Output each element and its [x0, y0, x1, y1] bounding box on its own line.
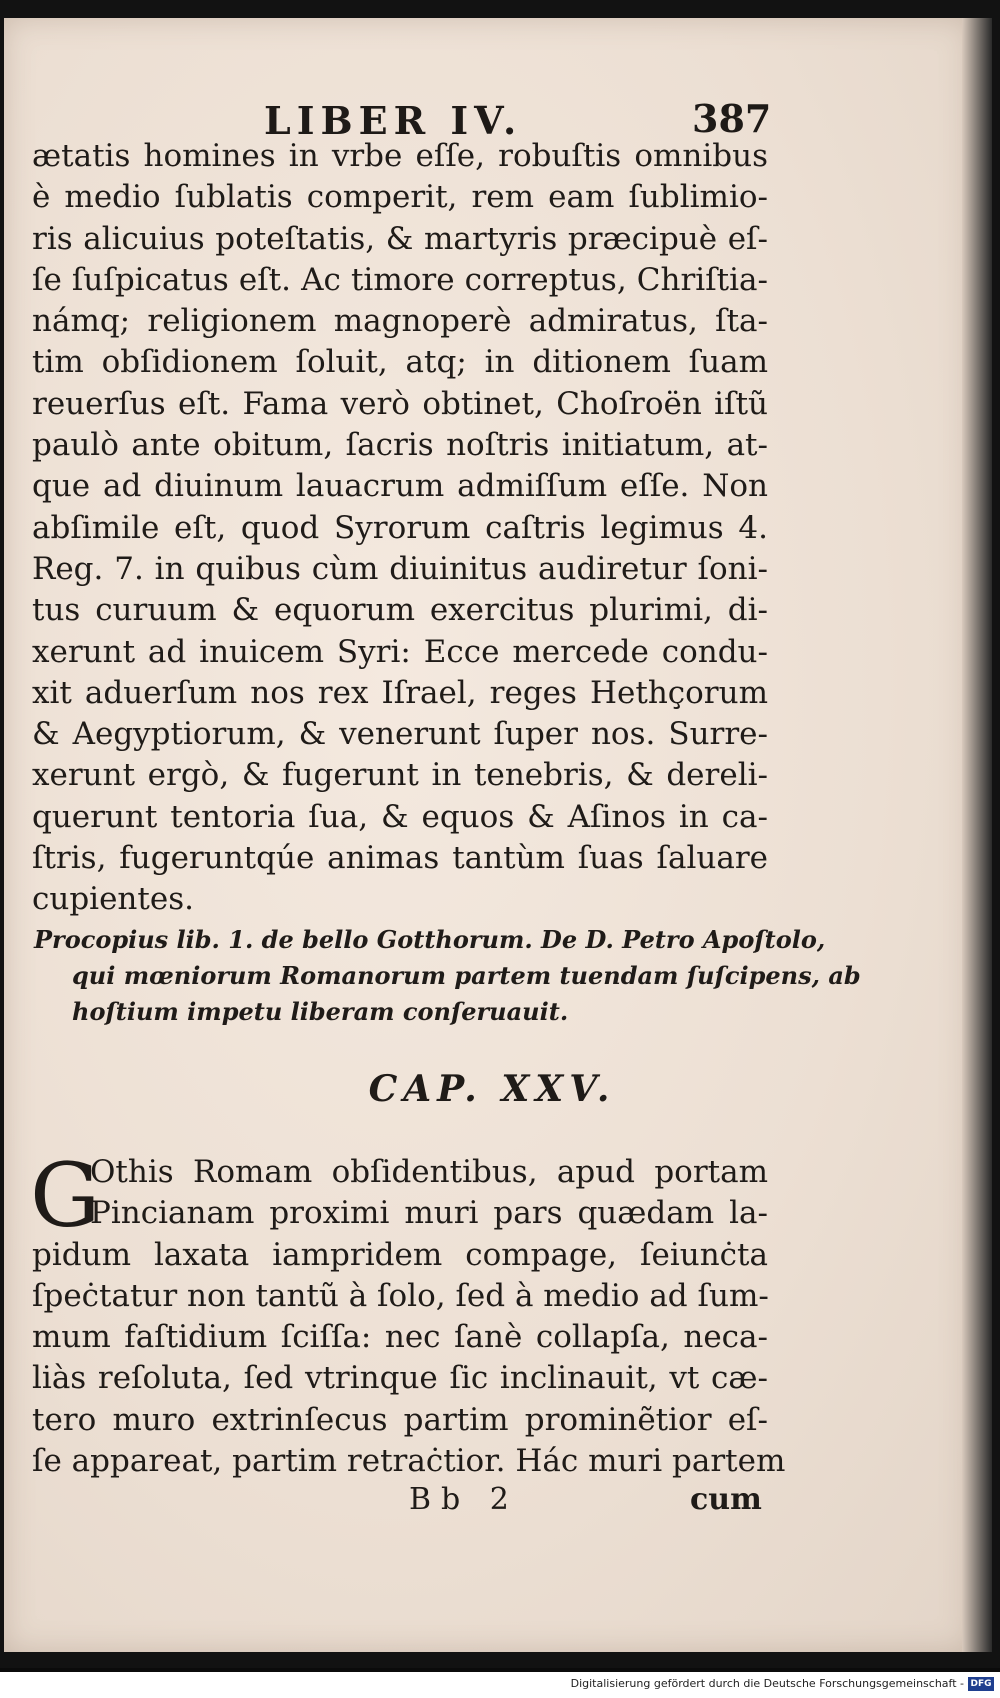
digitization-credit [0, 1672, 1000, 1698]
text-line: námq; religionem magnoperè admiratus, ſta- [32, 303, 768, 340]
page-footer [4, 1478, 970, 1528]
text-line: ſe appareat, partim retraċtior. Hác muri partem [32, 1443, 786, 1480]
text-line: xerunt ergò, & fugerunt in tenebris, & dereli- [32, 757, 768, 794]
chapter-heading: CAP. XXV. [368, 1068, 616, 1110]
text-line: xerunt ad inuicem Syri: Ecce mercede condu- [32, 633, 768, 670]
text-line: pidum laxata iampridem compage, ſeiunċta [32, 1236, 768, 1273]
text-line: ætatis homines in vrbe eſſe, robuſtis omnibus [32, 138, 768, 174]
page-edge-shadow [962, 18, 992, 1652]
text-line: mum faſtidium ſciſſa: nec ſanè collapſa, neca- [32, 1319, 768, 1356]
signature-mark: Bb 2 [409, 1482, 519, 1517]
text-line: abſimile eſt, quod Syrorum caſtris legimus 4. [32, 509, 768, 546]
body-text-top [32, 136, 768, 921]
summary-line: qui mœniorum Romanorum partem tuendam ſuſcipens, ab [72, 961, 861, 990]
text-line: tus curuum & equorum exercitus plurimi, di- [32, 592, 768, 629]
text-line: ſtris, fugeruntqúe animas tantùm ſuas ſaluare [32, 840, 768, 877]
text-line: Pincianam proximi muri pars quædam la- [90, 1195, 768, 1232]
text-line: reuerſus eſt. Fama verò obtinet, Choſroën iſtũ [32, 385, 768, 422]
summary-line: hoſtium impetu liberam conſeruauit. [72, 997, 569, 1026]
running-head: LIBER IV. [264, 98, 523, 143]
text-line: liàs reſoluta, ſed vtrinque ſic inclinauit, vt cæ- [32, 1360, 768, 1397]
text-line: Othis Romam obſidentibus, apud portam [90, 1154, 768, 1190]
text-line: Reg. 7. in quibus cùm diuinitus audiretur ſoni- [32, 550, 768, 587]
text-line: tero muro extrinſecus partim prominẽtior eſ- [32, 1401, 768, 1438]
text-line: ſpeċtatur non tantũ à ſolo, ſed à medio ad ſum- [32, 1277, 769, 1314]
dfg-logo-icon: DFG [968, 1677, 994, 1691]
summary-line: Procopius lib. 1. de bello Gotthorum. De D. Petro Apoſtolo, [34, 925, 826, 954]
chapter-summary [34, 922, 861, 1030]
text-line: paulò ante obitum, ſacris noſtris initiatum, at- [32, 427, 768, 464]
text-line: cupientes. [32, 881, 194, 918]
text-line: & Aegyptiorum, & venerunt ſuper nos. Surre- [32, 716, 768, 753]
book-page [4, 18, 970, 1652]
text-line: ſe ſuſpicatus eſt. Ac timore correptus, Chriſtia- [32, 261, 768, 298]
page-number: 387 [692, 96, 772, 141]
text-line: querunt tentoria ſua, & equos & Aſinos in ca- [32, 798, 768, 835]
credit-text: Digitalisierung gefördert durch die Deutsche Forschungsgemeinschaft - [570, 1677, 964, 1690]
text-line: xit aduerſum nos rex Iſrael, reges Hethçorum [32, 674, 768, 711]
text-line: è medio ſublatis comperit, rem eam ſublimio- [32, 179, 768, 216]
drop-capital: G [30, 1144, 101, 1247]
text-line: tim obſidionem ſoluit, atq; in ditionem ſuam [32, 344, 768, 381]
text-line: que ad diuinum lauacrum admiſſum eſſe. Non [32, 468, 768, 505]
page-header [4, 90, 970, 143]
catchword: cum [690, 1482, 762, 1517]
body-text-bottom [30, 1144, 786, 1482]
text-line: ris alicuius poteſtatis, & martyris præcipuè eſ- [32, 220, 768, 257]
